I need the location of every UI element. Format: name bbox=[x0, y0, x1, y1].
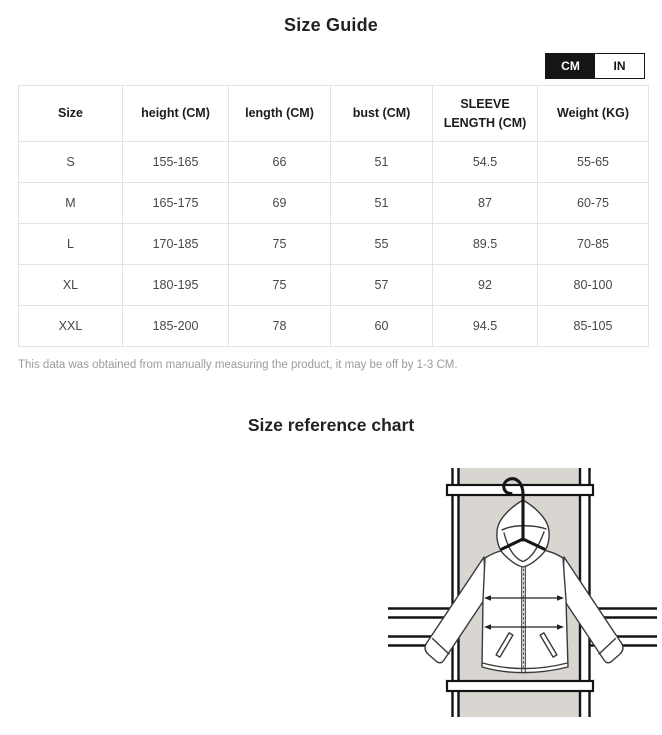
table-cell: 92 bbox=[433, 265, 538, 306]
col-size: Size bbox=[19, 86, 123, 142]
size-reference-illustration bbox=[0, 450, 662, 730]
table-row bbox=[19, 265, 649, 306]
table-cell: 60-75 bbox=[538, 183, 649, 224]
measurement-disclaimer: This data was obtained from manually measuring the product, it may be off by 1-3 CM. bbox=[18, 359, 458, 371]
table-cell: 89.5 bbox=[433, 224, 538, 265]
table-cell: 57 bbox=[331, 265, 433, 306]
table-cell: M bbox=[19, 183, 123, 224]
table-row bbox=[19, 142, 649, 183]
col-bust: bust (CM) bbox=[331, 86, 433, 142]
table-cell: 87 bbox=[433, 183, 538, 224]
table-cell: 51 bbox=[331, 142, 433, 183]
col-weight: Weight (KG) bbox=[538, 86, 649, 142]
table-cell: 155-165 bbox=[123, 142, 229, 183]
unit-toggle-row bbox=[0, 53, 645, 79]
table-cell: 170-185 bbox=[123, 224, 229, 265]
table-cell: 54.5 bbox=[433, 142, 538, 183]
table-cell: 69 bbox=[229, 183, 331, 224]
table-cell: 51 bbox=[331, 183, 433, 224]
table-cell: 70-85 bbox=[538, 224, 649, 265]
table-cell: L bbox=[19, 224, 123, 265]
table-cell: 165-175 bbox=[123, 183, 229, 224]
table-cell: 80-100 bbox=[538, 265, 649, 306]
page-title: Size Guide bbox=[283, 15, 379, 35]
table-cell: 75 bbox=[229, 224, 331, 265]
table-cell: 75 bbox=[229, 265, 331, 306]
table-row bbox=[19, 224, 649, 265]
table-cell: S bbox=[19, 142, 123, 183]
table-cell: 94.5 bbox=[433, 306, 538, 347]
table-cell: 180-195 bbox=[123, 265, 229, 306]
table-cell: 85-105 bbox=[538, 306, 649, 347]
table-cell: 66 bbox=[229, 142, 331, 183]
section-title-size-reference-chart: Size reference chart bbox=[247, 415, 415, 435]
table-row bbox=[19, 183, 649, 224]
table-header-row bbox=[19, 86, 649, 142]
unit-cm-button[interactable]: CM bbox=[546, 54, 595, 78]
table-cell: XXL bbox=[19, 306, 123, 347]
col-length: length (CM) bbox=[229, 86, 331, 142]
col-sleeve-length: SLEEVE LENGTH (CM) bbox=[433, 86, 538, 142]
table-cell: 55-65 bbox=[538, 142, 649, 183]
jacket-on-hanger-illustration bbox=[380, 450, 662, 730]
unit-toggle bbox=[545, 53, 645, 79]
table-row bbox=[19, 306, 649, 347]
col-height: height (CM) bbox=[123, 86, 229, 142]
size-table bbox=[18, 85, 649, 347]
table-cell: 78 bbox=[229, 306, 331, 347]
size-table-header bbox=[19, 86, 649, 142]
unit-in-button[interactable]: IN bbox=[595, 54, 644, 78]
table-cell: 55 bbox=[331, 224, 433, 265]
table-cell: 60 bbox=[331, 306, 433, 347]
table-cell: XL bbox=[19, 265, 123, 306]
table-cell: 185-200 bbox=[123, 306, 229, 347]
